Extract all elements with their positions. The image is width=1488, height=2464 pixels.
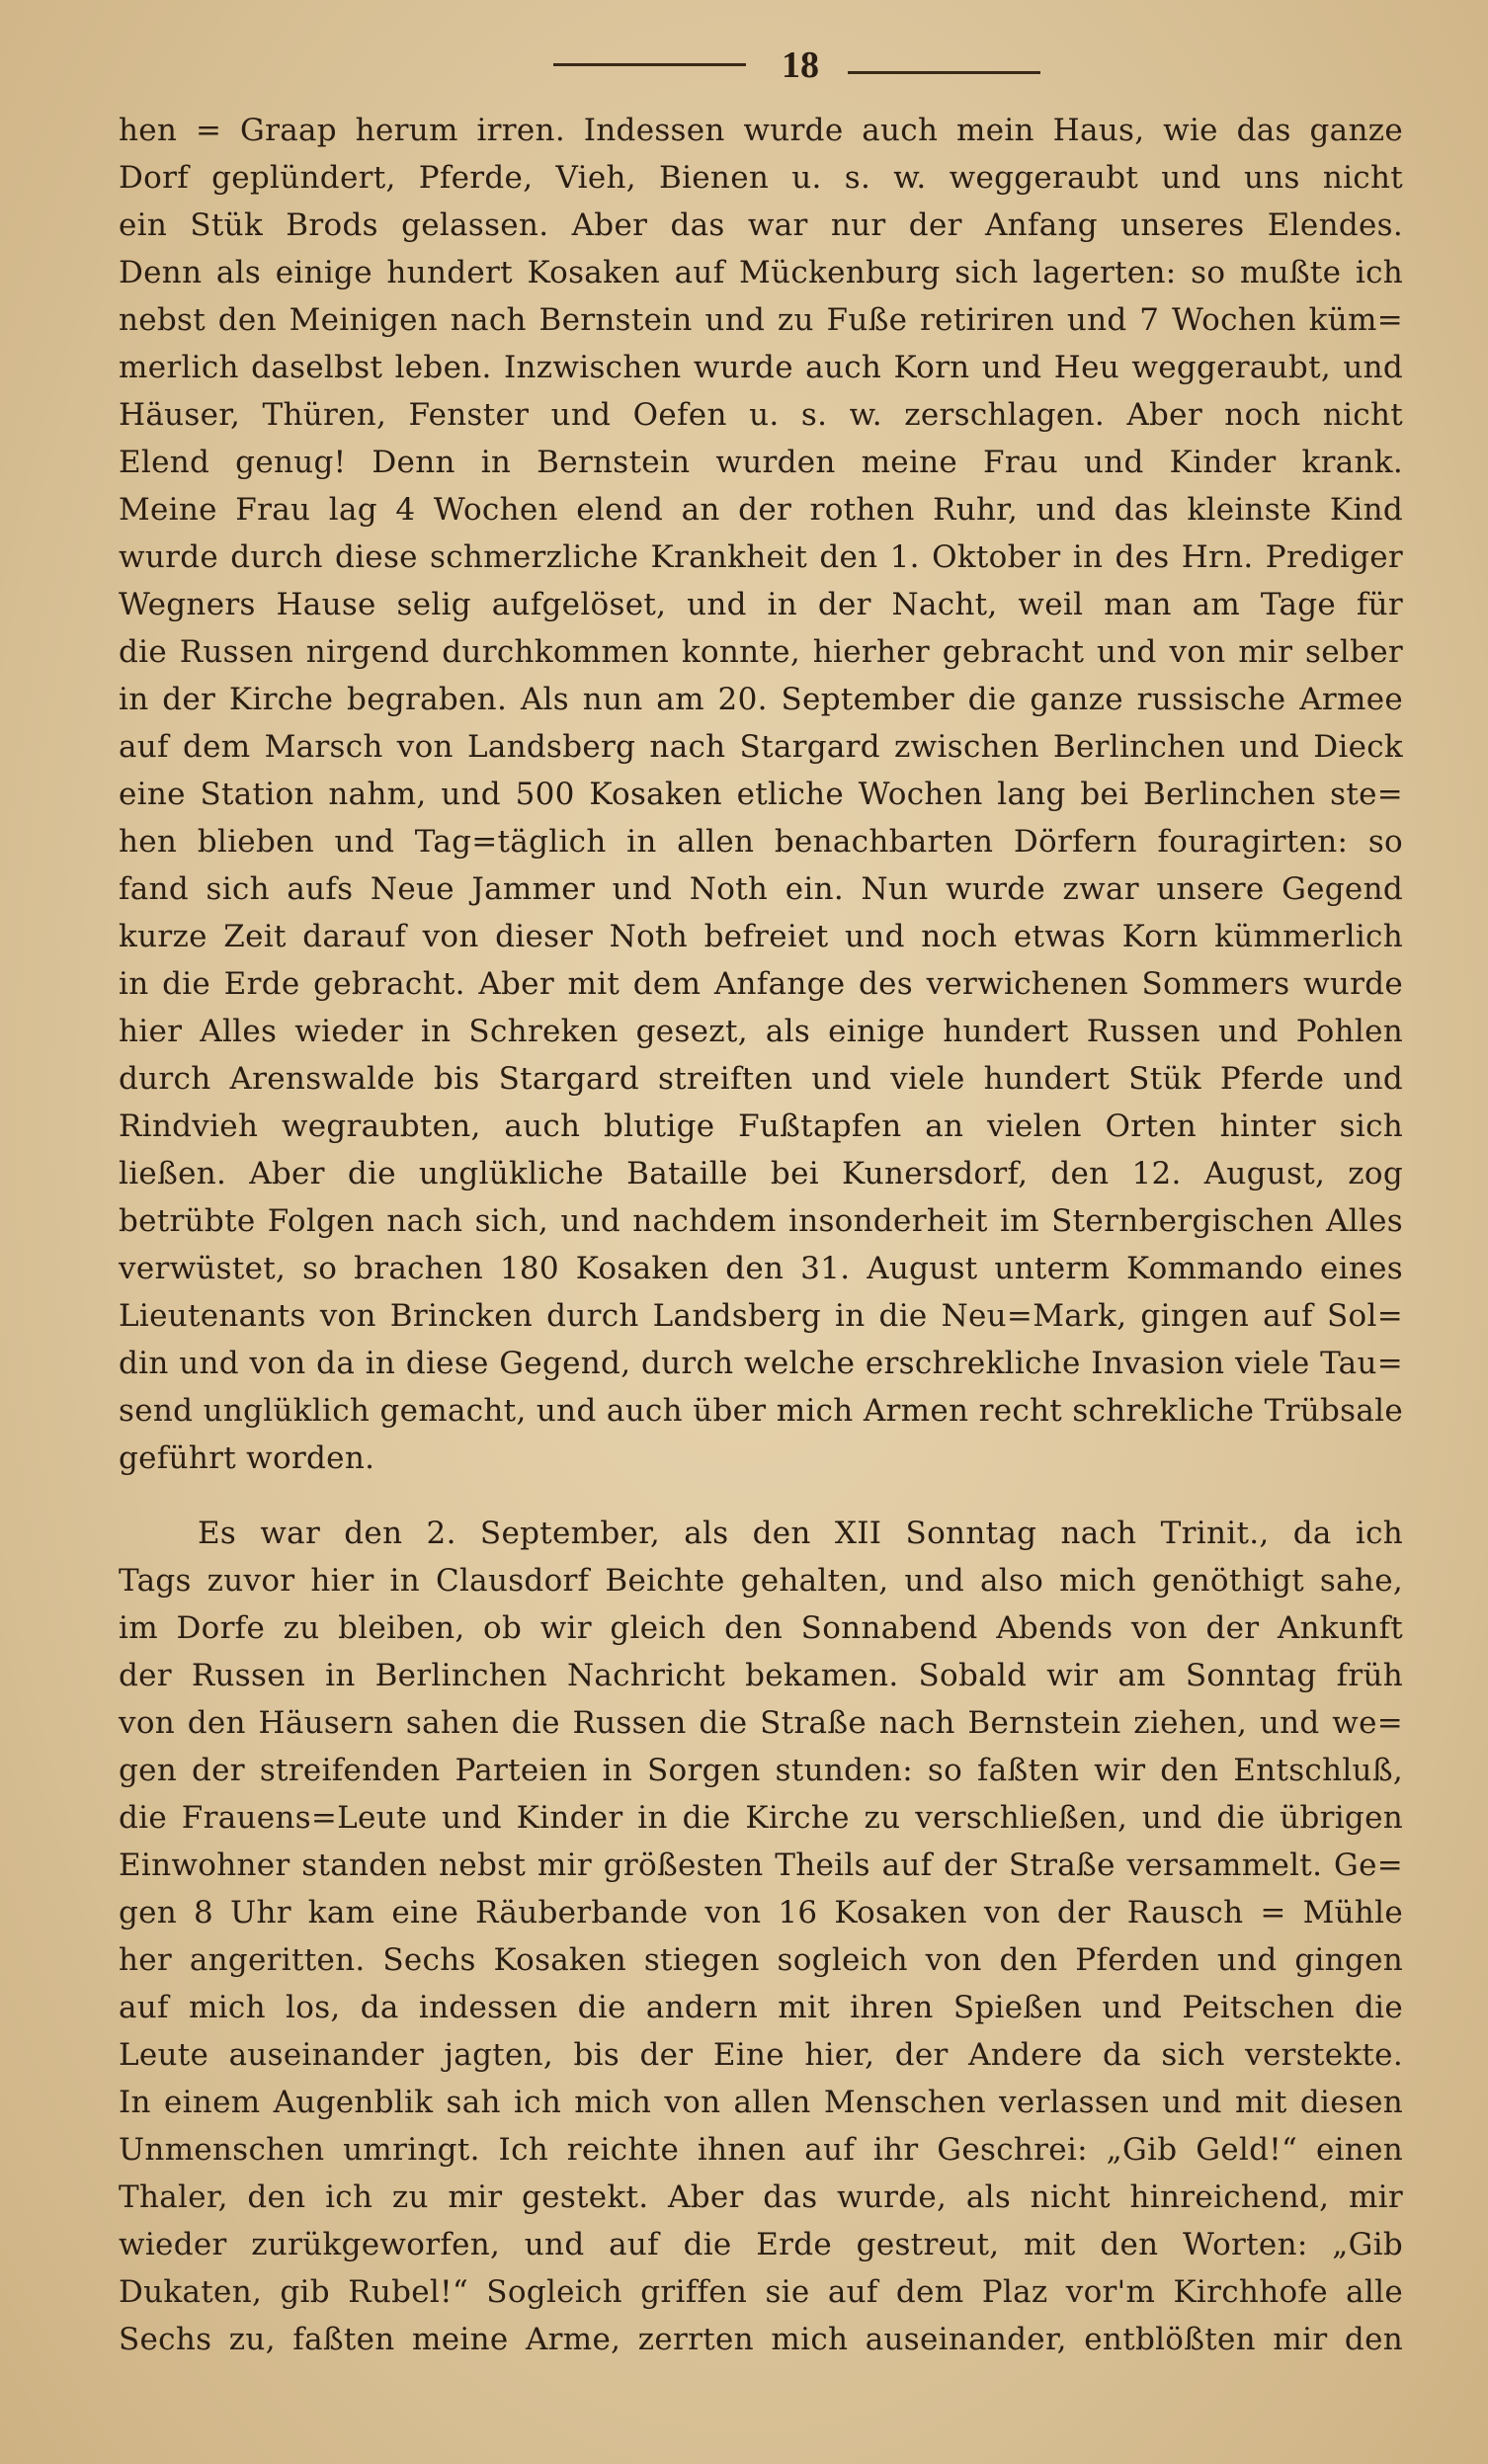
text-line: geführt worden. — [119, 1440, 375, 1476]
text-line: In einem Augenblik sah ich mich von allen Menschen verlassen und mit diesen — [119, 2085, 1403, 2120]
text-line: Lieutenants von Brincken durch Landsberg in die Neu=Mark, gingen auf Sol= — [119, 1298, 1403, 1334]
text-line: nebst den Meinigen nach Bernstein und zu Fuße retiriren und 7 Wochen küm= — [119, 302, 1403, 338]
page-number: 18 — [782, 44, 819, 86]
text-line: die Russen nirgend durchkommen konnte, hierher gebracht und von mir selber — [119, 634, 1403, 670]
text-line: ließen. Aber die unglükliche Bataille bei Kunersdorf, den 12. August, zog — [119, 1156, 1403, 1191]
text-line: betrübte Folgen nach sich, und nachdem insonderheit im Sternbergischen Alles — [119, 1203, 1403, 1239]
text-line: Sechs zu, faßten meine Arme, zerrten mich auseinander, entblößten mir den — [119, 2322, 1403, 2357]
text-line: fand sich aufs Neue Jammer und Noth ein. Nun wurde zwar unsere Gegend — [119, 871, 1403, 907]
text-line: der Russen in Berlinchen Nachricht bekamen. Sobald wir am Sonntag früh — [119, 1658, 1403, 1693]
text-line: Rindvieh wegraubten, auch blutige Fußtapfen an vielen Orten hinter sich — [119, 1109, 1403, 1144]
text-line: auf mich los, da indessen die andern mit ihren Spießen und Peitschen die — [119, 1990, 1403, 2025]
body-text — [119, 107, 1403, 2363]
text-line: Unmenschen umringt. Ich reichte ihnen auf ihr Geschrei: „Gib Geld!“ einen — [119, 2132, 1403, 2168]
text-line: Einwohner standen nebst mir größesten Theils auf der Straße versammelt. Ge= — [119, 1848, 1403, 1883]
header-rule-left — [553, 63, 746, 66]
text-line: wieder zurükgeworfen, und auf die Erde gestreut, mit den Worten: „Gib — [119, 2227, 1403, 2262]
text-line: verwüstet, so brachen 180 Kosaken den 31. August unterm Kommando eines — [119, 1251, 1403, 1286]
text-line: Wegners Hause selig aufgelöset, und in der Nacht, weil man am Tage für — [119, 587, 1403, 622]
text-line: merlich daselbst leben. Inzwischen wurde auch Korn und Heu weggeraubt, und — [119, 350, 1403, 385]
text-line: Leute auseinander jagten, bis der Eine hier, der Andere da sich verstekte. — [119, 2037, 1403, 2073]
text-line: Häuser, Thüren, Fenster und Oefen u. s. w. zerschlagen. Aber noch nicht — [119, 397, 1403, 433]
text-line: Meine Frau lag 4 Wochen elend an der rothen Ruhr, und das kleinste Kind — [119, 492, 1403, 528]
text-line: Dorf geplündert, Pferde, Vieh, Bienen u. s. w. weggeraubt und uns nicht — [119, 160, 1403, 196]
text-line: die Frauens=Leute und Kinder in die Kirche zu verschließen, und die übrigen — [119, 1800, 1403, 1836]
paragraph-gap — [119, 1482, 1403, 1510]
text-line: her angeritten. Sechs Kosaken stiegen sogleich von den Pferden und gingen — [119, 1942, 1403, 1978]
text-line: Es war den 2. September, als den XII Sonntag nach Trinit., da ich — [198, 1516, 1403, 1551]
text-line: durch Arenswalde bis Stargard streiften und viele hundert Stük Pferde und — [119, 1061, 1403, 1097]
text-line: in die Erde gebracht. Aber mit dem Anfange des verwichenen Sommers wurde — [119, 966, 1403, 1002]
text-line: in der Kirche begraben. Als nun am 20. September die ganze russische Armee — [119, 682, 1403, 717]
text-line: hen blieben und Tag=täglich in allen benachbarten Dörfern fouragirten: so — [119, 824, 1403, 860]
header-rule-right — [848, 71, 1040, 74]
text-line: im Dorfe zu bleiben, ob wir gleich den Sonnabend Abends von der Ankunft — [119, 1610, 1403, 1646]
text-line: hier Alles wieder in Schreken gesezt, als einige hundert Russen und Pohlen — [119, 1014, 1403, 1049]
text-line: gen der streifenden Parteien in Sorgen stunden: so faßten wir den Entschluß, — [119, 1753, 1403, 1788]
text-line: hen = Graap herum irren. Indessen wurde auch mein Haus, wie das ganze — [119, 113, 1403, 148]
text-line: von den Häusern sahen die Russen die Straße nach Bernstein ziehen, und we= — [119, 1705, 1403, 1741]
paragraph-2 — [119, 1510, 1403, 2363]
text-line: din und von da in diese Gegend, durch welche erschrekliche Invasion viele Tau= — [119, 1346, 1403, 1381]
text-line: wurde durch diese schmerzliche Krankheit den 1. Oktober in des Hrn. Prediger — [119, 539, 1403, 575]
text-line: Tags zuvor hier in Clausdorf Beichte gehalten, und also mich genöthigt sahe, — [119, 1563, 1403, 1599]
text-line: eine Station nahm, und 500 Kosaken etliche Wochen lang bei Berlinchen ste= — [119, 777, 1403, 812]
text-line: Elend genug! Denn in Bernstein wurden meine Frau und Kinder krank. — [119, 445, 1403, 480]
text-line: ein Stük Brods gelassen. Aber das war nur der Anfang unseres Elendes. — [119, 207, 1403, 243]
text-line: Dukaten, gib Rubel!“ Sogleich griffen sie auf dem Plaz vor'm Kirchhofe alle — [119, 2274, 1403, 2310]
paragraph-1 — [119, 107, 1403, 1482]
text-line: gen 8 Uhr kam eine Räuberbande von 16 Kosaken von der Rausch = Mühle — [119, 1895, 1403, 1930]
text-line: kurze Zeit darauf von dieser Noth befreiet und noch etwas Korn kümmerlich — [119, 919, 1403, 954]
text-line: auf dem Marsch von Landsberg nach Stargard zwischen Berlinchen und Dieck — [119, 729, 1403, 765]
text-line: Thaler, den ich zu mir gestekt. Aber das wurde, als nicht hinreichend, mir — [119, 2179, 1403, 2215]
text-line: Denn als einige hundert Kosaken auf Mückenburg sich lagerten: so mußte ich — [119, 255, 1403, 290]
page-header — [0, 43, 1488, 86]
text-line: send unglüklich gemacht, und auch über mich Armen recht schrekliche Trübsale — [119, 1393, 1403, 1429]
